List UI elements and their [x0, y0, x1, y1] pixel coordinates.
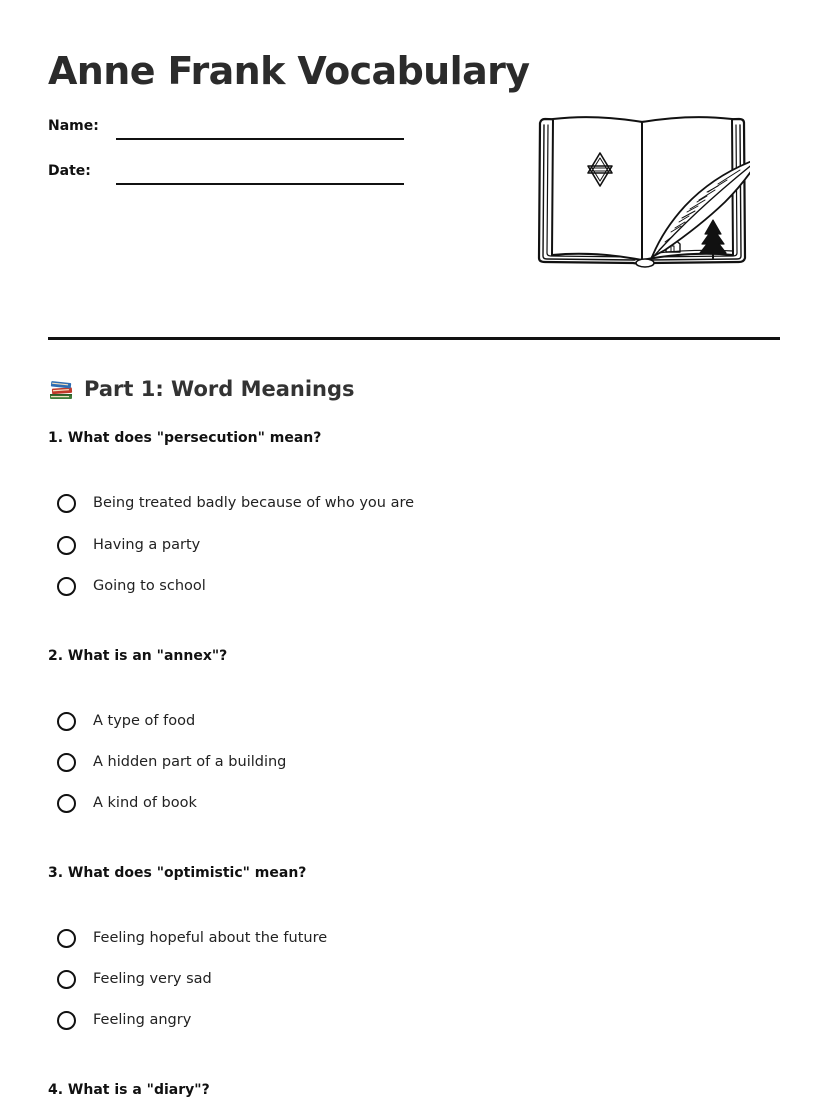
radio-button[interactable] — [57, 794, 76, 813]
question-2-option-1[interactable] — [57, 708, 195, 734]
radio-button[interactable] — [57, 577, 76, 596]
option-label: A type of food — [93, 713, 196, 729]
radio-button[interactable] — [57, 1011, 76, 1030]
question-1-text: 1. What does "persecution" mean? — [48, 430, 322, 446]
radio-button[interactable] — [57, 712, 76, 731]
question-1-option-3[interactable] — [57, 573, 206, 599]
question-2-option-3[interactable] — [57, 790, 197, 816]
option-label: Feeling very sad — [93, 971, 212, 987]
question-3-option-3[interactable] — [57, 1007, 191, 1033]
option-label: A kind of book — [93, 795, 197, 811]
radio-button[interactable] — [57, 494, 76, 513]
name-label: Name: — [48, 118, 99, 134]
option-label: Being treated badly because of who you are — [93, 495, 415, 511]
option-label: Going to school — [93, 578, 206, 594]
radio-button[interactable] — [57, 970, 76, 989]
radio-button[interactable] — [57, 536, 76, 555]
question-1-option-1[interactable] — [57, 490, 414, 516]
question-2-text: 2. What is an "annex"? — [48, 648, 228, 664]
radio-button[interactable] — [57, 929, 76, 948]
option-label: Feeling hopeful about the future — [93, 930, 328, 946]
section-divider — [48, 337, 780, 340]
question-3-option-2[interactable] — [57, 966, 212, 992]
question-2-option-2[interactable] — [57, 749, 286, 775]
name-field[interactable] — [116, 138, 404, 140]
books-icon — [48, 376, 74, 402]
question-4-text: 4. What is a "diary"? — [48, 1082, 210, 1098]
option-label: Feeling angry — [93, 1012, 192, 1028]
section-heading — [48, 374, 355, 404]
question-3-text: 3. What does "optimistic" mean? — [48, 865, 307, 881]
option-label: A hidden part of a building — [93, 754, 287, 770]
open-book-with-quill-icon — [535, 110, 750, 270]
worksheet-title: Anne Frank Vocabulary — [48, 49, 530, 93]
section-title: Part 1: Word Meanings — [84, 377, 355, 401]
question-1-option-2[interactable] — [57, 532, 200, 558]
question-3-option-1[interactable] — [57, 925, 327, 951]
date-label: Date: — [48, 163, 91, 179]
option-label: Having a party — [93, 537, 201, 553]
radio-button[interactable] — [57, 753, 76, 772]
date-field[interactable] — [116, 183, 404, 185]
